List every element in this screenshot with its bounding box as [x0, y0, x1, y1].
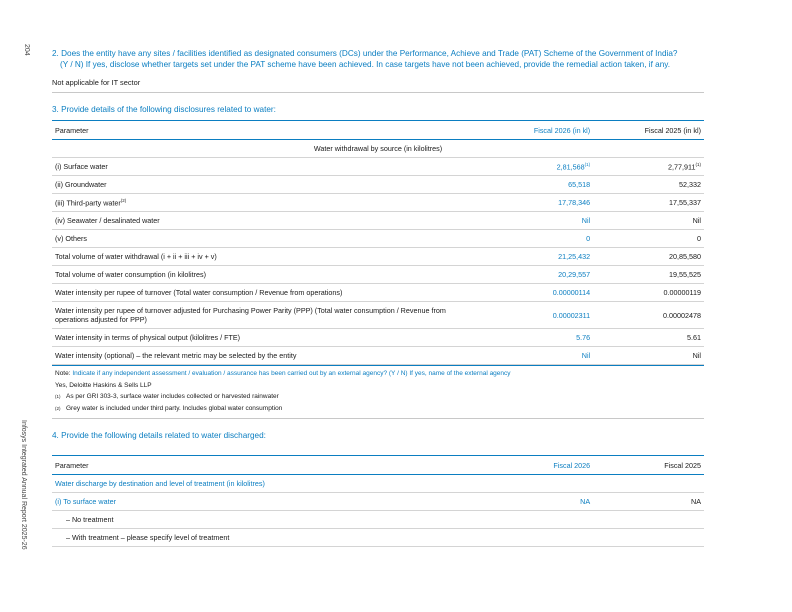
value-fy25-text: NA — [691, 497, 701, 506]
header-parameter: Parameter — [52, 456, 482, 475]
footnote — [55, 403, 701, 415]
page-content — [52, 48, 704, 547]
footnote-mark: (2) — [55, 405, 61, 411]
q4-title: 4. Provide the following details related to water discharged: — [52, 431, 266, 440]
page-number: 204 — [23, 44, 30, 56]
value-fy25-text: 0.00000119 — [663, 288, 701, 297]
water-disclosure-table — [52, 120, 704, 365]
row-label — [52, 511, 482, 529]
value-fy25-text: 19,55,525 — [669, 270, 701, 279]
header-fy26: Fiscal 2026 — [482, 456, 593, 475]
row-label-text: Water intensity in terms of physical output (kilolitres / FTE) — [55, 333, 241, 342]
value-fy26 — [482, 329, 593, 347]
header-parameter: Parameter — [52, 121, 482, 140]
value-fy25-text: Nil — [692, 216, 701, 225]
q3-title: 3. Provide details of the following disclosures related to water: — [52, 105, 276, 114]
table-row — [52, 176, 704, 194]
value-fy26-text: 5.76 — [576, 333, 591, 342]
value-fy25-text: 17,55,337 — [669, 198, 701, 207]
divider — [52, 92, 704, 93]
value-fy25-text: Nil — [692, 351, 701, 360]
note-label: Note: — [55, 370, 71, 377]
table-row — [52, 284, 704, 302]
value-fy25 — [593, 302, 704, 329]
row-label — [52, 248, 482, 266]
value-fy25-text: 0.00002478 — [663, 310, 701, 320]
value-fy26-text: Nil — [581, 351, 591, 360]
value-fy26-text: 0 — [586, 234, 591, 243]
row-label — [52, 329, 482, 347]
value-fy26 — [482, 176, 593, 194]
value-fy26-text: 17,78,346 — [558, 198, 591, 207]
table-row — [52, 230, 704, 248]
value-fy26 — [482, 194, 593, 212]
footnote-text: As per GRI 303-3, surface water includes collected or harvested rainwater — [66, 393, 279, 400]
value-fy25-text: 0 — [697, 234, 701, 243]
row-label-text: – No treatment — [66, 515, 114, 524]
row-label-text: (v) Others — [55, 234, 87, 243]
row-label-text: Total volume of water consumption (in kilolitres) — [55, 270, 206, 279]
q2-title-line2: (Y / N) If yes, disclose whether targets set under the PAT scheme have been achieved. In case targets have not been achieved, provide the remedial action taken, if any. — [60, 60, 671, 69]
footnote-mark: (1) — [55, 394, 61, 399]
footnote-marker: (1) — [584, 161, 591, 167]
value-fy25-text: 2,77,911 — [668, 162, 696, 172]
value-fy25 — [593, 176, 704, 194]
row-label — [52, 158, 482, 176]
row-label-text: (iii) Third-party water — [55, 198, 121, 208]
value-fy26-text: Nil — [581, 216, 591, 225]
value-fy26 — [482, 266, 593, 284]
water-discharge-table — [52, 455, 704, 547]
table-row — [52, 347, 704, 365]
value-fy26 — [482, 248, 593, 266]
value-fy25 — [593, 158, 704, 176]
value-fy26-text: 20,29,557 — [558, 270, 591, 279]
value-fy26 — [482, 212, 593, 230]
water-rows — [52, 158, 704, 365]
value-fy25 — [593, 511, 704, 529]
table-row — [52, 302, 704, 329]
footnote-text: Grey water is included under third party. Includes global water consumption — [66, 404, 283, 412]
value-fy26 — [482, 347, 593, 365]
row-label-text: Total volume of water withdrawal (i + ii + iii + iv + v) — [55, 252, 217, 261]
row-label — [52, 230, 482, 248]
value-fy25 — [593, 347, 704, 365]
table-row — [52, 158, 704, 176]
footnotes — [55, 391, 701, 414]
row-label-text: (ii) Groundwater — [55, 180, 107, 189]
header-fy25: Fiscal 2025 — [593, 456, 704, 475]
row-label — [52, 493, 482, 511]
table-row — [52, 212, 704, 230]
value-fy25-text: 5.61 — [687, 333, 701, 342]
row-label — [52, 284, 482, 302]
table-row — [52, 329, 704, 347]
value-fy26 — [482, 284, 593, 302]
value-fy25 — [593, 230, 704, 248]
value-fy26-text: 0.00002311 — [552, 310, 591, 320]
table-row — [52, 493, 704, 511]
value-fy26 — [482, 493, 593, 511]
footnote-marker: (2) — [120, 197, 127, 203]
note-line — [55, 368, 701, 380]
value-fy25 — [593, 284, 704, 302]
value-fy25 — [593, 266, 704, 284]
value-fy26-text: 65,518 — [568, 180, 591, 189]
value-fy26 — [482, 302, 593, 329]
row-label — [52, 302, 482, 329]
value-fy25 — [593, 248, 704, 266]
value-fy26 — [482, 158, 593, 176]
report-title: Infosys Integrated Annual Report 2025-26 — [20, 420, 27, 550]
table-row — [52, 194, 704, 212]
note-text: Indicate if any independent assessment / evaluation / assurance has been carried out by an external agency? (Y / N) If yes, name of the external agency — [72, 370, 511, 377]
row-label — [52, 266, 482, 284]
row-label-text: (i) To surface water — [55, 497, 116, 506]
row-label — [52, 347, 482, 365]
table-row — [52, 529, 704, 547]
row-label-text: (iv) Seawater / desalinated water — [55, 216, 160, 225]
notes-block — [52, 366, 704, 416]
value-fy26-text: 21,25,432 — [558, 252, 591, 261]
value-fy25-text: 52,332 — [679, 180, 701, 189]
discharge-rows — [52, 493, 704, 547]
row-label-text: – With treatment – please specify level of treatment — [66, 533, 230, 542]
value-fy26 — [482, 230, 593, 248]
row-label-text: Water intensity (optional) – the relevant metric may be selected by the entity — [55, 351, 297, 360]
section-heading-row — [52, 140, 704, 158]
table-header-row — [52, 456, 704, 475]
value-fy25-text: 20,85,580 — [669, 252, 701, 261]
table-row — [52, 266, 704, 284]
row-label — [52, 529, 482, 547]
q2-answer: Not applicable for IT sector — [52, 78, 141, 87]
value-fy26-text: 2,81,568 — [556, 162, 585, 172]
value-fy25 — [593, 493, 704, 511]
divider — [52, 418, 704, 419]
footnote-marker: (1) — [695, 161, 701, 167]
value-fy26-text: 0.00000114 — [552, 288, 591, 297]
row-label-text: (i) Surface water — [55, 162, 108, 171]
section-heading-row — [52, 475, 704, 493]
value-fy25 — [593, 212, 704, 230]
note-answer: Yes, Deloitte Haskins & Sells LLP — [55, 381, 152, 389]
q2-title — [52, 48, 704, 70]
value-fy25 — [593, 194, 704, 212]
value-fy26 — [482, 529, 593, 547]
value-fy25 — [593, 529, 704, 547]
q2-title-line1: 2. Does the entity have any sites / facilities identified as designated consumers (DCs) under the Performance, Achieve and Trade (PAT) Scheme of the Government of India? — [52, 49, 678, 58]
header-fy26: Fiscal 2026 (in kl) — [482, 121, 593, 140]
section-heading: Water withdrawal by source (in kilolitres) — [52, 140, 704, 158]
row-label-text: Water intensity per rupee of turnover (Total water consumption / Revenue from operations) — [55, 288, 343, 297]
value-fy25 — [593, 329, 704, 347]
section-heading: Water discharge by destination and level of treatment (in kilolitres) — [52, 475, 704, 493]
row-label — [52, 176, 482, 194]
table-row — [52, 511, 704, 529]
footnote — [55, 391, 701, 403]
header-fy25: Fiscal 2025 (in kl) — [593, 121, 704, 140]
value-fy26-text: NA — [580, 497, 591, 506]
table-row — [52, 248, 704, 266]
row-label — [52, 212, 482, 230]
row-label — [52, 194, 482, 212]
value-fy26 — [482, 511, 593, 529]
row-label-text: Water intensity per rupee of turnover adjusted for Purchasing Power Parity (PPP) (Total water consumption / Revenue from operations adjusted for PPP) — [55, 306, 446, 324]
table-header-row — [52, 121, 704, 140]
